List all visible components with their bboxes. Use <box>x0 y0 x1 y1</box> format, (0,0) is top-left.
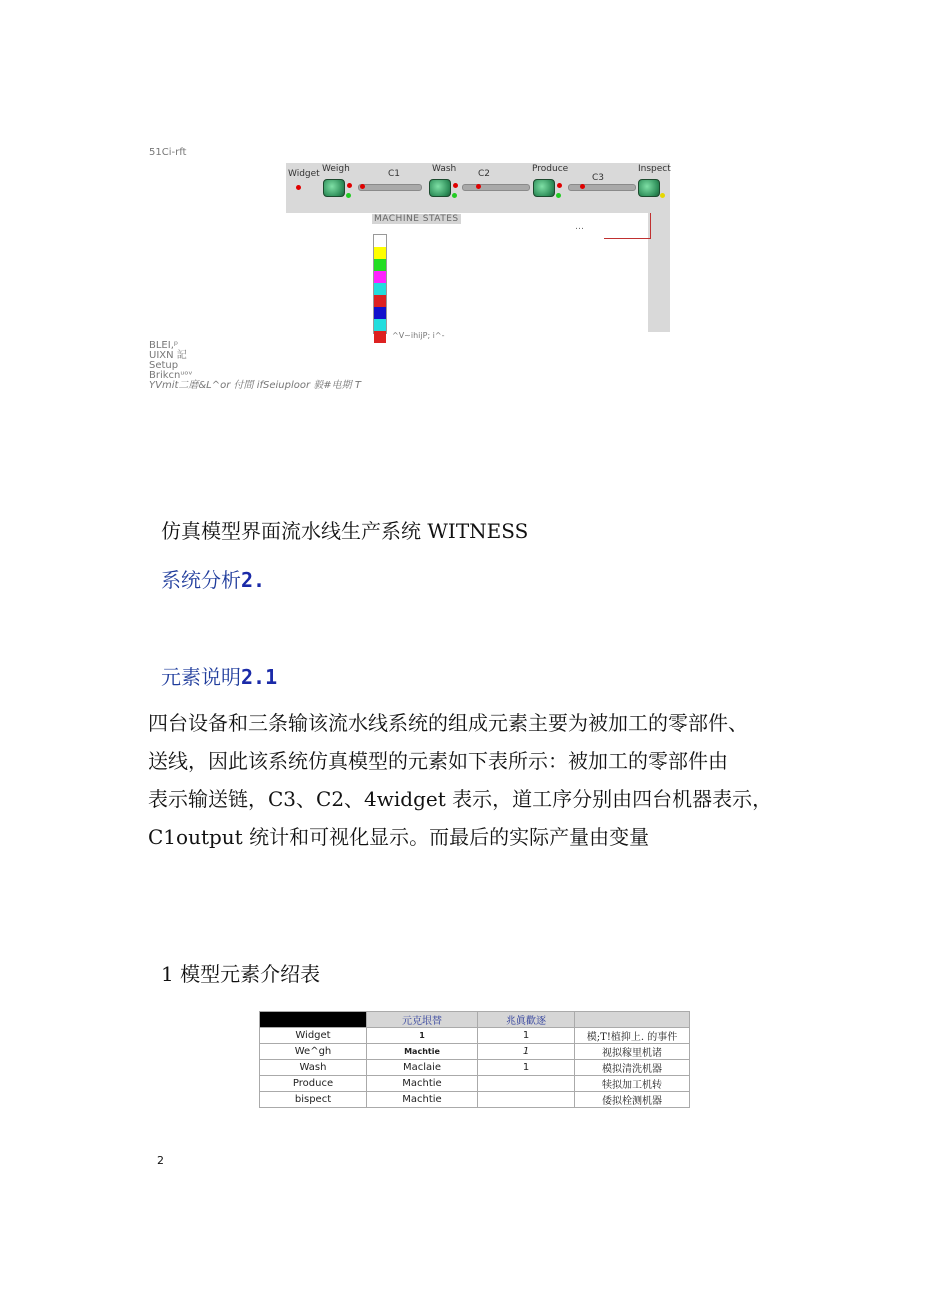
inspect-label: Inspect <box>638 164 671 174</box>
state-color-swatch <box>374 295 386 307</box>
table-row <box>260 1028 690 1044</box>
state-color-swatch <box>374 307 386 319</box>
conveyor-c2 <box>462 184 530 191</box>
table-cell: bispect <box>260 1092 367 1108</box>
simulation-flow-panel <box>286 163 670 213</box>
table-row <box>260 1060 690 1076</box>
legend-line: Setup <box>149 360 179 371</box>
c1-label: C1 <box>388 169 401 179</box>
document-title: 仿真模型界面流水线生产系统 WITNESS <box>161 519 529 543</box>
machine-states-title: MACHINE STATES <box>374 214 459 224</box>
heading-text: 元素说明 <box>161 665 241 689</box>
state-color-swatch <box>374 319 386 331</box>
table-cell: Maclaie <box>367 1060 478 1076</box>
state-color-swatch <box>374 271 386 283</box>
weigh-part-dot <box>347 183 352 188</box>
table-cell: 模拟清洗机器 <box>575 1060 690 1076</box>
table-cell: We^gh <box>260 1044 367 1060</box>
table-cell: 1 <box>367 1028 478 1044</box>
body-paragraph <box>148 704 828 856</box>
produce-part-dot <box>557 183 562 188</box>
machine-states-legend <box>373 234 387 334</box>
ellipsis-text: … <box>575 222 584 232</box>
wash-label: Wash <box>432 164 457 174</box>
table-cell: Machtie <box>367 1044 478 1060</box>
simulation-side-panel <box>648 213 670 332</box>
legend-line: UIXN 記 <box>149 350 187 361</box>
table-cell <box>478 1092 575 1108</box>
heading-text: 系统分析 <box>161 568 241 592</box>
legend-line: Brikcnᵘᵒᵛ <box>149 370 193 381</box>
conveyor-c3 <box>568 184 636 191</box>
widget-part-dot <box>296 185 301 190</box>
states-footer-label: ^V~ihijP; i^- <box>392 331 445 340</box>
wash-machine-icon <box>429 179 451 197</box>
state-color-swatch <box>374 283 386 295</box>
figure-caption: 51Ci-rft <box>149 147 187 158</box>
table-cell: Machtie <box>367 1076 478 1092</box>
wash-status-dot <box>452 193 457 198</box>
screenshot-legend <box>149 341 361 391</box>
heading-number: 2.1 <box>241 665 278 689</box>
produce-status-dot <box>556 193 561 198</box>
weigh-label: Weigh <box>322 164 350 174</box>
produce-label: Produce <box>532 164 569 174</box>
table-cell: Widget <box>260 1028 367 1044</box>
c2-label: C2 <box>478 169 491 179</box>
section-heading-elements <box>161 661 277 690</box>
section-heading-analysis <box>161 564 265 593</box>
table-header-cell: 兆眞歡逐 <box>478 1012 575 1028</box>
table-header-cell <box>575 1012 690 1028</box>
state-color-swatch <box>374 235 386 247</box>
state-color-swatch <box>374 331 386 343</box>
inspect-status-dot <box>660 193 665 198</box>
conveyor-c1 <box>358 184 422 191</box>
inspect-machine-icon <box>638 179 660 197</box>
c3-part-dot <box>580 184 585 189</box>
c3-label: C3 <box>592 173 605 183</box>
table-header-cell <box>260 1012 367 1028</box>
table-row <box>260 1092 690 1108</box>
paragraph-line: 送线，因此该系统仿真模型的元素如下表所示：被加工的零部件由 <box>148 749 728 773</box>
element-table <box>259 1011 690 1108</box>
paragraph-line: 四台设备和三条输该流水线系统的组成元素主要为被加工的零部件、 <box>148 711 748 735</box>
table-row <box>260 1044 690 1060</box>
table-caption: 1 模型元素介绍表 <box>161 962 321 986</box>
table-cell: Machtie <box>367 1092 478 1108</box>
table-row <box>260 1076 690 1092</box>
table-cell: 视拟稼里机诸 <box>575 1044 690 1060</box>
page-number: 2 <box>157 1154 164 1167</box>
state-color-swatch <box>374 247 386 259</box>
table-cell: 1 <box>478 1028 575 1044</box>
produce-machine-icon <box>533 179 555 197</box>
widget-label: Widget <box>288 169 320 179</box>
c1-part-dot <box>360 184 365 189</box>
weigh-status-dot <box>346 193 351 198</box>
heading-number: 2. <box>241 568 266 592</box>
table-cell: Produce <box>260 1076 367 1092</box>
table-cell: 犊拟加工机转 <box>575 1076 690 1092</box>
table-cell: 模;T!植抑上. 的事件 <box>575 1028 690 1044</box>
paragraph-line: C1output 统计和可视化显示。而最后的实际产量由变量 <box>148 825 650 849</box>
paragraph-line: 表示输送链，C3、C2、4widget 表示，道工序分别由四台机器表示， <box>148 787 773 811</box>
weigh-machine-icon <box>323 179 345 197</box>
table-cell: 1 <box>478 1060 575 1076</box>
table-cell <box>478 1076 575 1092</box>
table-header-row <box>260 1012 690 1028</box>
table-cell: 倭拟栓测机器 <box>575 1092 690 1108</box>
c2-part-dot <box>476 184 481 189</box>
table-cell: 1 <box>478 1044 575 1060</box>
state-color-swatch <box>374 259 386 271</box>
legend-line: BLEI,ᵖ <box>149 340 179 351</box>
output-frame <box>604 213 651 239</box>
wash-part-dot <box>453 183 458 188</box>
table-header-cell: 元克垠替 <box>367 1012 478 1028</box>
table-cell: Wash <box>260 1060 367 1076</box>
legend-line: YVmit二磨&L^or 付間 ifSeiuploor 毅#电期 T <box>149 380 361 391</box>
